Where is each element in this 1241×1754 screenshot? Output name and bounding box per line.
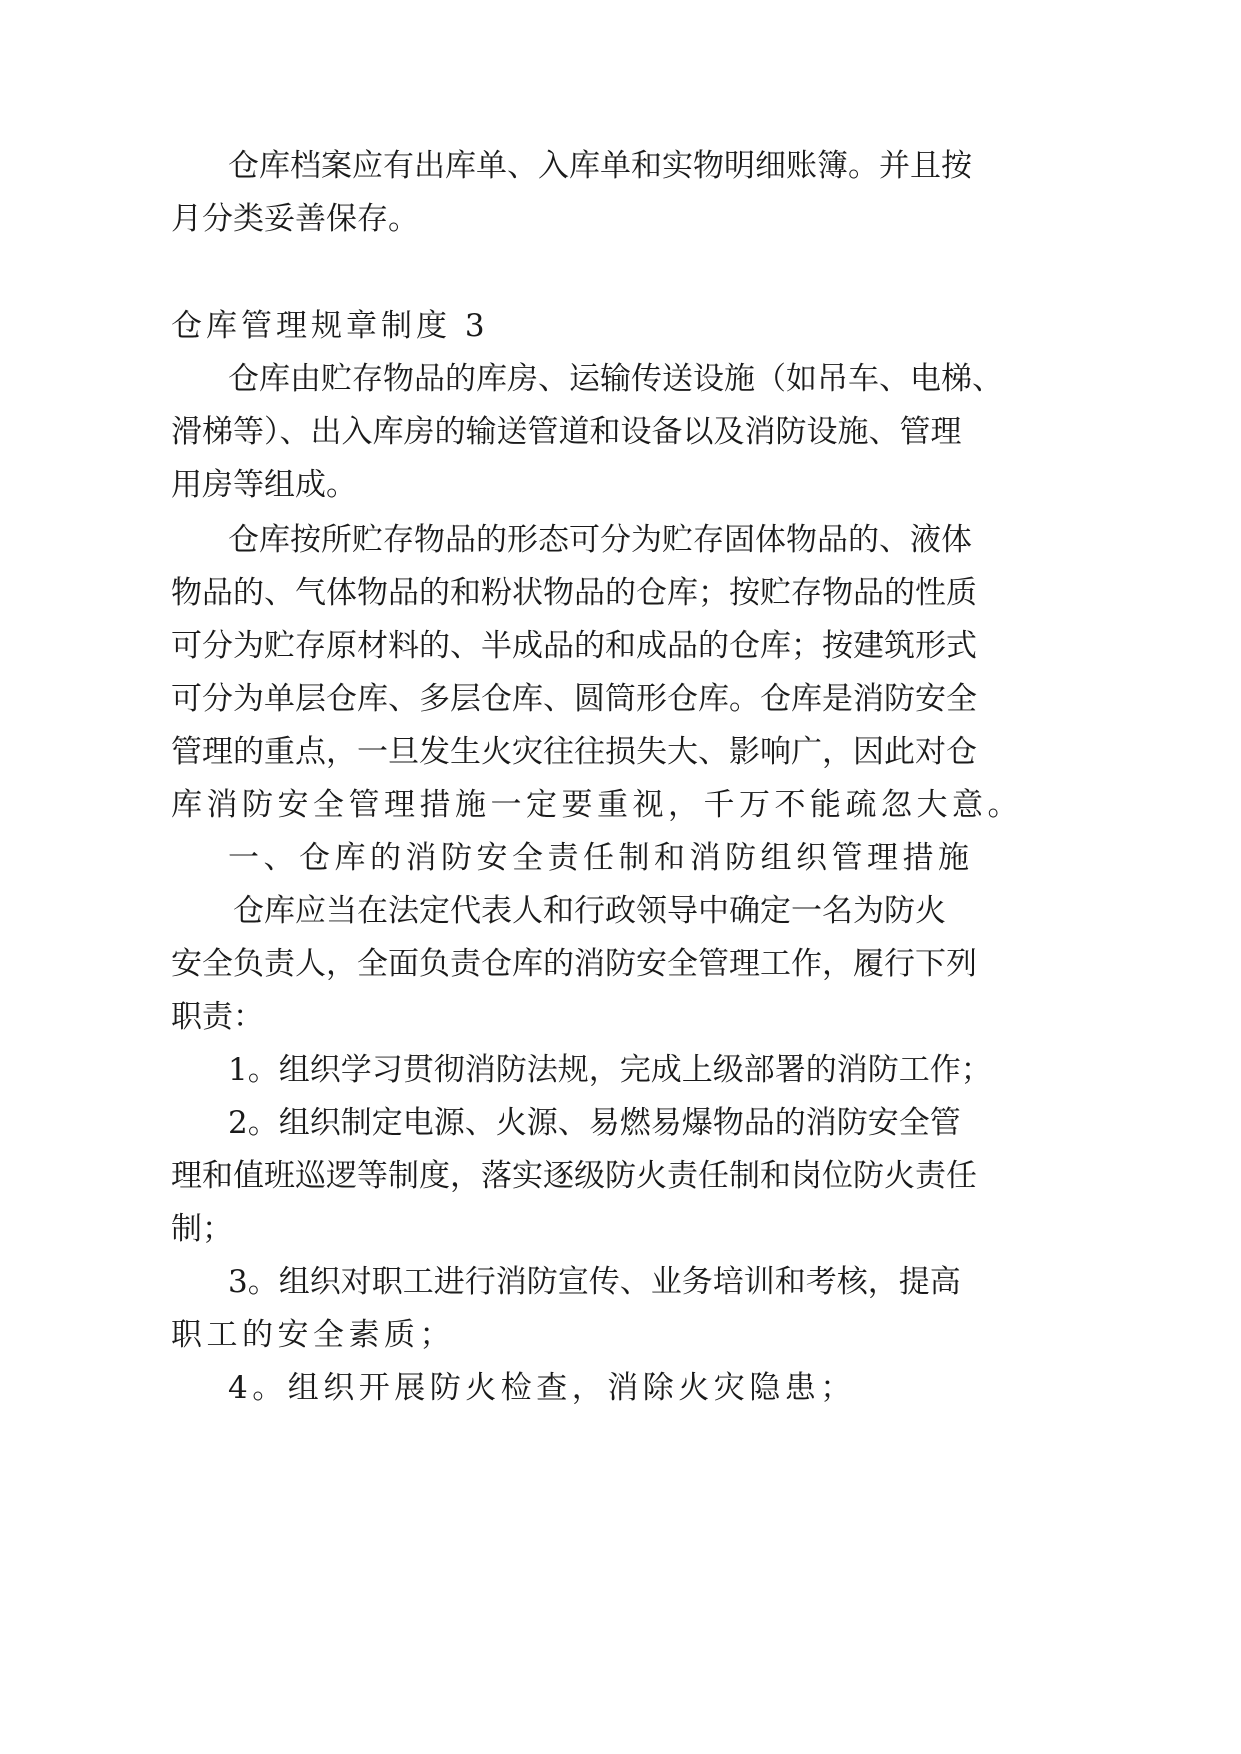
text-line: 仓库应当在法定代表人和行政领导中确定一名为防火: [233, 893, 946, 929]
text-line: 物品的、气体物品的和粉状物品的仓库；按贮存物品的性质: [171, 575, 977, 611]
text-line: 职工的安全素质；: [171, 1317, 455, 1353]
list-item: 1。组织学习贯彻消防法规，完成上级部署的消防工作；: [228, 1052, 992, 1088]
text-line: 职责：: [171, 999, 264, 1035]
text-line: 仓库由贮存物品的库房、运输传送设施（如吊车、电梯、: [228, 361, 1003, 397]
text-line: 库消防安全管理措施一定要重视，千万不能疏忽大意。: [171, 787, 1023, 823]
list-item: 2。组织制定电源、火源、易燃易爆物品的消防安全管: [228, 1105, 961, 1141]
section-heading: 仓库管理规章制度 3: [171, 308, 489, 344]
text-line: 制；: [171, 1211, 233, 1247]
list-item: 4。组织开展防火检查，消除火灾隐患；: [228, 1370, 856, 1406]
text-line: 理和值班巡逻等制度，落实逐级防火责任制和岗位防火责任: [171, 1158, 977, 1194]
text-line: 管理的重点，一旦发生火灾往往损失大、影响广，因此对仓: [171, 734, 977, 770]
subsection-heading: 一、仓库的消防安全责任制和消防组织管理措施: [228, 840, 974, 876]
text-line: 可分为贮存原材料的、半成品的和成品的仓库；按建筑形式: [171, 628, 977, 664]
text-line: 滑梯等）、出入库房的输送管道和设备以及消防设施、管理: [171, 414, 962, 450]
text-line: 仓库档案应有出库单、入库单和实物明细账簿。并且按: [228, 148, 972, 184]
text-line: 安全负责人，全面负责仓库的消防安全管理工作，履行下列: [171, 946, 977, 982]
text-line: 用房等组成。: [171, 467, 357, 503]
text-line: 月分类妥善保存。: [171, 201, 419, 237]
list-item: 3。组织对职工进行消防宣传、业务培训和考核，提高: [228, 1264, 961, 1300]
text-line: 可分为单层仓库、多层仓库、圆筒形仓库。仓库是消防安全: [171, 681, 977, 717]
text-line: 仓库按所贮存物品的形态可分为贮存固体物品的、液体: [228, 522, 972, 558]
